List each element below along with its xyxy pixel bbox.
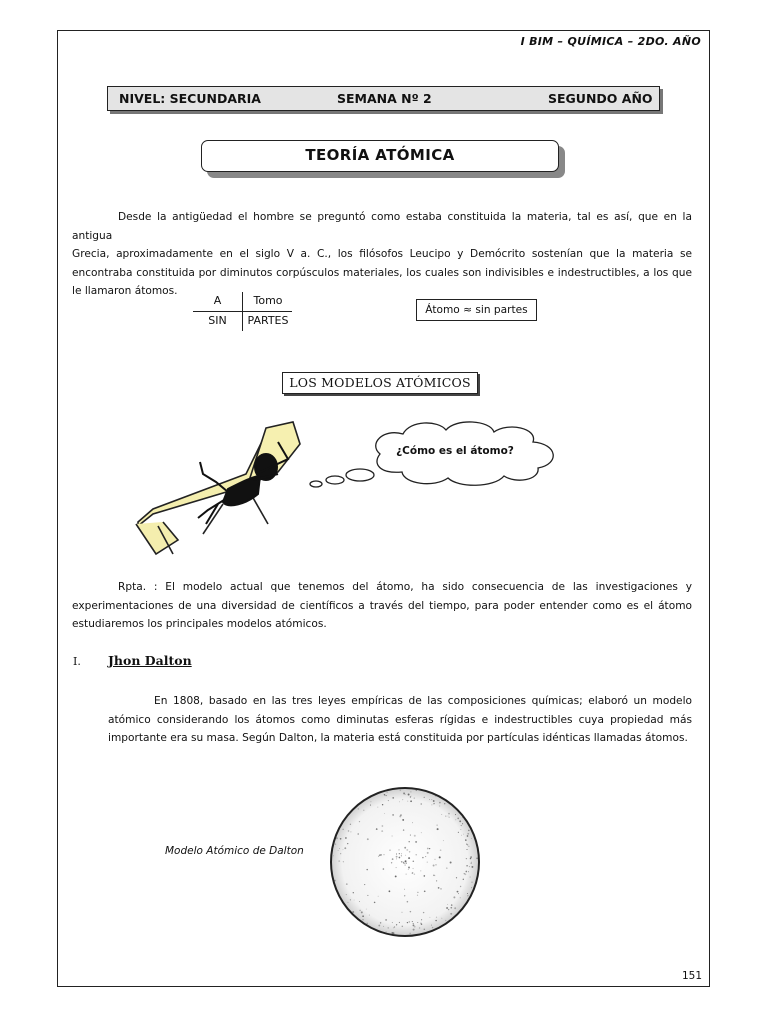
etymology-a: A [213,294,222,307]
sphere-speckle [413,929,415,931]
sphere-speckle [410,796,411,797]
sphere-speckle [369,915,370,916]
sphere-speckle [389,890,391,892]
sphere-speckle [405,794,406,795]
section-heading-dalton: Jhon Dalton [108,653,192,668]
answer-line: estudiaremos los principales modelos atómicos. [72,618,327,630]
sphere-speckle [396,867,397,868]
sphere-speckle [383,854,384,855]
sphere-speckle [338,860,340,862]
sphere-speckle [367,838,369,840]
sphere-speckle [460,829,461,830]
sphere-speckle [333,856,334,857]
intro-paragraph [72,208,692,301]
sphere-speckle [440,888,441,889]
sphere-speckle [423,912,424,913]
sphere-speckle [433,865,435,867]
sphere-speckle [429,799,430,800]
sphere-speckle [411,796,412,797]
sphere-speckle [396,853,397,854]
sphere-speckle [462,817,463,818]
page-number: 151 [681,970,702,982]
sphere-speckle [399,815,401,817]
sphere-speckle [350,831,351,832]
sphere-speckle [471,856,472,857]
sphere-speckle [347,843,348,844]
sphere-speckle [378,856,379,857]
sphere-speckle [338,850,339,851]
sphere-speckle [467,893,468,894]
sphere-speckle [437,828,439,830]
sphere-speckle [380,922,381,923]
sphere-speckle [421,803,422,804]
sphere-speckle [384,794,385,795]
answer-line: experimentaciones de una diversidad de científicos a través del tiempo, para poder entender como es el átomo [72,599,692,612]
sphere-speckle [440,849,442,851]
sphere-speckle [402,926,403,927]
sphere-speckle [435,864,437,866]
sphere-speckle [348,902,349,903]
sphere-speckle [439,856,441,858]
sphere-speckle [466,865,468,867]
sphere-speckle [429,917,430,918]
sphere-speckle [463,879,464,880]
sphere-speckle [431,925,432,926]
sphere-speckle [382,825,384,827]
intro-line: encontraba constituida por diminutos corpúsculos materiales, los cuales son indivisibles e indestructibles, a los que [72,266,692,279]
dalton-line: En 1808, basado en las tres leyes empíricas de las composiciones químicas; elaboró un modelo [154,695,692,707]
sphere-speckle [370,805,371,806]
sphere-speckle [432,927,433,928]
sphere-speckle [448,813,450,815]
sphere-speckle [361,911,363,913]
sphere-speckle [403,829,404,830]
sphere-speckle [450,862,452,864]
sphere-speckle [467,833,469,835]
sphere-speckle [465,871,467,873]
sphere-speckle [461,835,462,836]
sphere-speckle [403,862,405,864]
definition-box: Átomo ≈ sin partes [416,299,537,321]
etymology-sin: SIN [208,314,227,327]
sphere-speckle [366,869,367,870]
sphere-speckle [414,798,415,799]
sphere-speckle [436,917,437,918]
sphere-speckle [460,897,461,898]
sphere-speckle [398,849,399,850]
sphere-speckle [362,915,364,917]
sphere-speckle [383,926,384,927]
sphere-speckle [417,895,418,896]
sphere-speckle [445,920,446,921]
sphere-speckle [470,858,472,860]
sphere-speckle [441,918,442,919]
sphere-speckle [468,871,469,872]
sphere-speckle [444,803,445,804]
sphere-speckle [424,890,426,892]
sphere-speckle [455,814,456,815]
sphere-speckle [422,857,423,858]
sphere-speckle [383,868,385,870]
sphere-speckle [433,875,435,877]
sphere-speckle [413,923,414,924]
sphere-speckle [414,926,416,928]
sphere-speckle [408,867,410,869]
sphere-speckle [378,896,379,897]
level-label: NIVEL: SECUNDARIA [119,91,261,106]
sphere-speckle [399,801,400,802]
sphere-speckle [359,901,360,902]
sphere-speckle [435,920,436,921]
sphere-speckle [449,817,450,818]
sphere-speckle [427,848,429,850]
sphere-speckle [405,865,406,866]
sphere-speckle [389,849,391,851]
sphere-speckle [350,824,351,825]
sphere-speckle [447,904,448,905]
sphere-speckle [465,839,467,841]
sphere-speckle [408,841,409,842]
sphere-speckle [353,892,354,893]
sphere-speckle [367,895,368,896]
answer-paragraph [72,578,692,634]
dalton-line: atómico considerando los átomos como diminutas esferas rígidas e indestructibles cuya propiedad más [108,713,692,726]
sphere-speckle [359,910,361,912]
sphere-speckle [374,902,376,904]
sphere-speckle [458,893,459,894]
sphere-speckle [401,912,402,913]
sphere-speckle [436,880,437,881]
sphere-speckle [379,854,381,856]
sphere-speckle [471,887,472,888]
sphere-speckle [344,847,346,849]
sphere-speckle [460,886,461,887]
sphere-speckle [340,853,341,854]
dalton-sphere-icon [327,784,483,940]
sphere-speckle [364,884,365,885]
sphere-speckle [358,808,359,809]
sphere-speckle [414,835,416,837]
sphere-speckle [346,894,347,895]
sphere-speckle [335,844,336,845]
sphere-speckle [415,854,416,855]
sphere-speckle [399,857,401,859]
sphere-speckle [471,862,472,863]
sphere-speckle [405,860,407,862]
sphere-speckle [352,911,354,913]
sphere-speckle [451,904,453,906]
sphere-speckle [370,801,371,802]
sphere-speckle [410,911,412,913]
sphere-speckle [420,870,421,871]
sphere-speckle [343,861,344,862]
sphere-speckle [438,887,440,889]
sphere-speckle [410,791,411,792]
sphere-speckle [387,792,388,793]
sphere-speckle [392,858,394,860]
sphere-speckle [417,892,418,893]
sphere-speckle [362,919,363,920]
section-number: I. [73,655,81,668]
sphere-speckle [462,823,463,824]
sphere-speckle [469,866,470,867]
sphere-speckle [427,852,429,854]
sphere-speckle [388,800,389,801]
sphere-speckle [406,849,408,851]
sphere-speckle [409,851,411,853]
sphere-speckle [419,927,420,928]
sphere-speckle [412,822,413,823]
dalton-line: importante era su masa. Según Dalton, la materia está constituida por partículas idénticas llamadas átomos. [108,732,688,744]
sphere-speckle [439,805,440,806]
sphere-speckle [413,861,415,863]
sphere-speckle [434,875,435,876]
sphere-speckle [409,921,411,923]
sphere-speckle [476,858,478,860]
sphere-speckle [468,830,470,832]
sphere-speckle [464,873,465,874]
sphere-speckle [424,875,426,877]
sphere-speckle [464,873,466,875]
sphere-speckle [471,838,472,839]
sphere-speckle [410,933,411,934]
sphere-speckle [466,858,467,859]
sphere-speckle [424,797,425,798]
sphere-speckle [410,835,411,836]
sphere-speckle [434,859,435,860]
sphere-speckle [413,868,414,869]
sphere-speckle [446,907,448,909]
sphere-speckle [455,819,456,820]
sphere-speckle [408,794,410,796]
deck-chair [136,422,300,554]
sphere-speckle [381,830,383,832]
sphere-speckle [399,922,400,923]
sphere-speckle [408,869,409,870]
sphere-speckle [421,919,422,920]
dalton-paragraph [108,692,692,748]
sphere-speckle [385,919,387,921]
sphere-speckle [380,854,382,856]
sphere-speckle [401,855,402,856]
sphere-speckle [407,801,408,802]
sphere-speckle [412,872,413,873]
intro-line: Grecia, aproximadamente en el siglo V a. C., los filósofos Leucipo y Demócrito sostenían que la materia se [72,248,692,260]
sphere-speckle [433,800,435,802]
answer-line: Rpta. : El modelo actual que tenemos del átomo, ha sido consecuencia de las investigaciones y [118,581,692,593]
sphere-speckle [395,875,397,877]
sphere-speckle [421,832,422,833]
thought-bubble-text: ¿Cómo es el átomo? [396,445,514,457]
sphere-speckle [414,874,415,875]
sphere-speckle [406,874,407,875]
sphere-speckle [391,932,393,934]
etymology-tomo: Tomo [253,294,283,307]
sphere-speckle [468,846,469,847]
sphere-speckle [461,825,462,826]
sphere-speckle [404,847,406,849]
sphere-speckle [439,802,441,804]
sphere-speckle [448,816,449,817]
sphere-speckle [446,867,448,869]
sphere-speckle [393,927,394,928]
sphere-speckle [401,861,403,863]
sphere-speckle [457,818,459,820]
figure-caption: Modelo Atómico de Dalton [165,845,304,857]
sphere-speckle [384,813,385,814]
sphere-speckle [408,857,410,859]
sphere-speckle [466,849,467,850]
level-bar [107,86,660,111]
sphere-speckle [470,863,472,865]
sphere-speckle [345,837,347,839]
sphere-speckle [348,830,349,831]
sphere-speckle [450,913,452,915]
sphere-speckle [402,819,404,821]
sphere-speckle [396,858,397,859]
sphere-speckle [406,862,407,863]
sphere-speckle [427,862,428,863]
page-title: TEORÍA ATÓMICA [201,140,559,172]
sphere-speckle [456,877,457,878]
sphere-speckle [467,844,468,845]
sphere-speckle [350,899,351,900]
sphere-speckle [388,927,389,928]
sphere-speckle [425,856,426,857]
year-label: SEGUNDO AÑO [548,91,653,106]
sphere-speckle [358,833,359,834]
sphere-speckle [394,926,395,927]
sphere-speckle [454,907,456,909]
sphere-speckle [392,835,393,836]
sphere-speckle [467,835,469,837]
sphere-speckle [433,803,434,804]
sphere-speckle [392,797,394,799]
sphere-speckle [436,824,437,825]
sphere-speckle [471,866,473,868]
sphere-speckle [354,900,355,901]
intro-line: Desde la antigüedad el hombre se preguntó como estaba constituida la materia, tal es así, que en la antigua [72,211,692,242]
sphere-speckle [396,924,397,925]
sphere-speckle [435,795,436,796]
sphere-speckle [376,828,378,830]
sphere-speckle [420,923,421,924]
sphere-speckle [396,856,398,858]
sphere-speckle [413,924,415,926]
sphere-speckle [366,923,368,925]
sphere-speckle [404,895,405,896]
week-label: SEMANA Nº 2 [337,91,432,106]
sphere-speckle [400,790,401,791]
sphere-speckle [391,862,392,863]
sphere-speckle [335,880,336,881]
sphere-speckle [343,849,344,850]
sphere-speckle [459,820,461,822]
sphere-speckle [450,907,452,909]
sphere-speckle [359,821,360,822]
sphere-speckle [421,924,422,925]
sphere-speckle [403,793,405,795]
sphere-speckle [448,909,449,910]
sphere-speckle [386,795,387,796]
sphere-speckle [470,877,471,878]
sphere-speckle [443,840,444,841]
sphere-speckle [424,929,425,930]
sphere-speckle [429,848,430,849]
sphere-speckle [458,832,459,833]
sphere-speckle [366,909,367,910]
sphere-speckle [463,834,464,835]
etymology-partes: PARTES [247,314,289,327]
sphere-speckle [382,804,383,805]
sphere-speckle [431,804,432,805]
sphere-speckle [404,889,405,890]
sphere-speckle [346,883,348,885]
sphere-speckle [340,838,342,840]
sphere-speckle [445,815,446,816]
sphere-speckle [407,922,408,923]
sphere-speckle [471,882,472,883]
sphere-speckle [417,922,418,923]
sphere-speckle [386,931,387,932]
sphere-speckle [378,925,380,927]
sphere-speckle [441,814,442,815]
sphere-speckle [402,799,403,800]
intro-line: le llamaron átomos. [72,285,178,297]
sphere-speckle [392,814,394,816]
sphere-speckle [339,848,340,849]
sphere-speckle [415,841,417,843]
sphere-speckle [416,790,417,791]
sphere-speckle [412,921,413,922]
sphere-speckle [336,837,338,839]
sphere-speckle [457,891,459,893]
sphere-speckle [453,896,455,898]
sphere-speckle [407,901,409,903]
sphere-speckle [399,853,400,854]
person-on-deck-chair-icon [128,414,578,564]
etymology-divider-horizontal [193,311,292,312]
sphere-speckle [401,853,402,854]
sphere-speckle [392,922,393,923]
sphere-speckle [431,799,432,800]
sphere-speckle [410,800,412,802]
section-title: LOS MODELOS ATÓMICOS [282,372,478,394]
sphere-speckle [405,855,406,856]
course-header: I BIM – QUÍMICA – 2DO. AÑO [520,35,701,48]
sphere-speckle [363,810,364,811]
sphere-speckle [343,829,344,830]
sphere-speckle [467,895,468,896]
sphere-speckle [377,807,378,808]
